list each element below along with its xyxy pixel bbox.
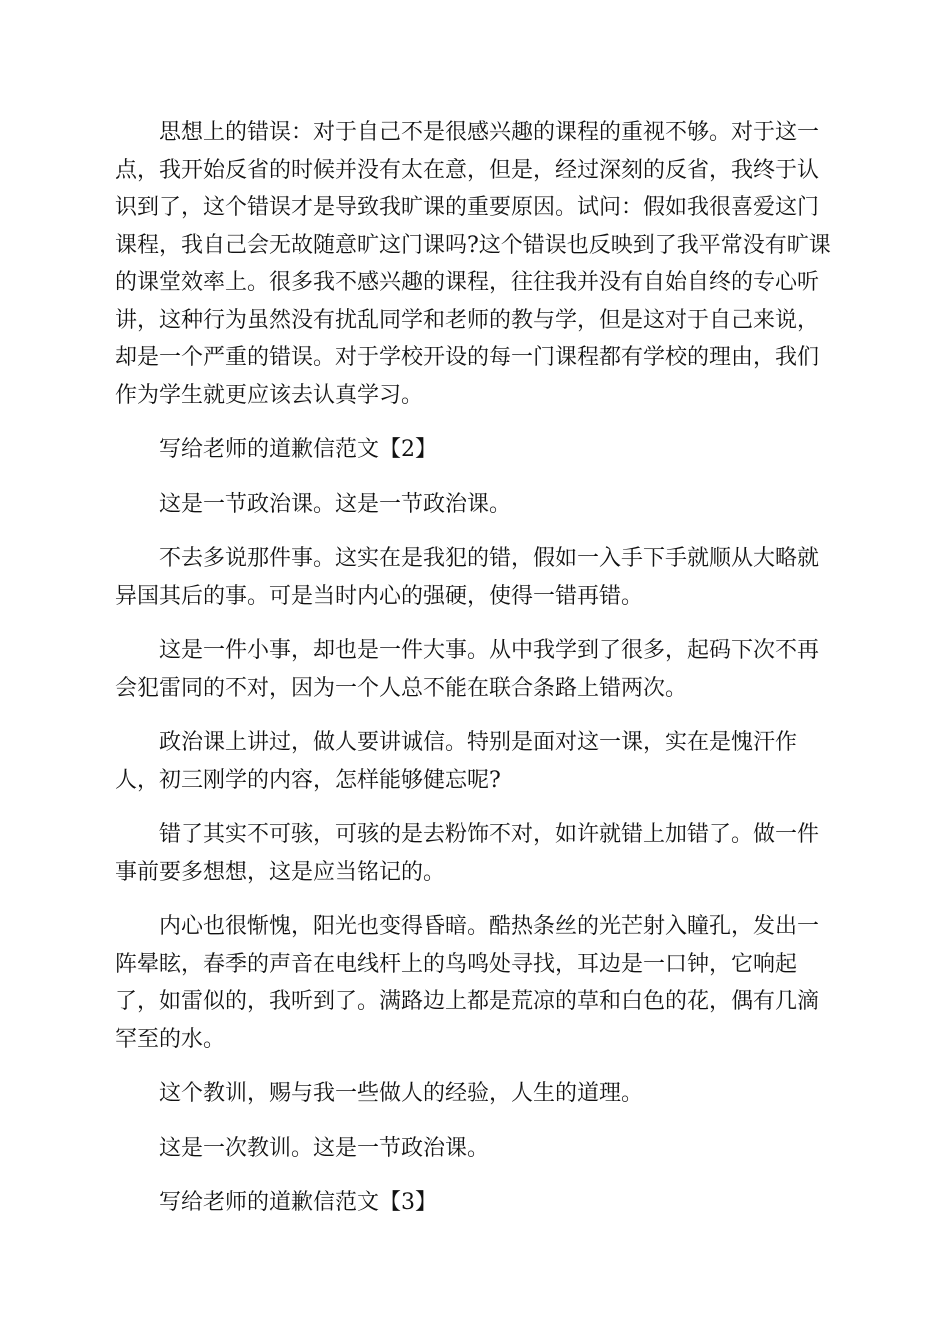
section-heading-2: 写给老师的道歉信范文【2】 xyxy=(159,437,437,462)
paragraph: 这是一件小事，却也是一件大事。从中我学到了很多，起码下次不再会犯雷同的不对，因为一个人总不能在联合条路上错两次。 xyxy=(115,638,820,701)
paragraph: 这个教训，赐与我一些做人的经验，人生的道理。 xyxy=(159,1081,644,1106)
paragraph: 内心也很惭愧，阳光也变得昏暗。酷热条丝的光芒射入瞳孔，发出一阵晕眩，春季的声音在电线杆上的鸟鸣处寻找，耳边是一口钟，它响起了，如雷似的，我听到了。满路边上都是荒凉的草和白色的花，偶有几滴罕至的水。 xyxy=(115,914,820,1052)
paragraph: 错了其实不可骇，可骇的是去粉饰不对，如许就错上加错了。做一件事前要多想想，这是应当铭记的。 xyxy=(115,822,820,885)
paragraph: 政治课上讲过，做人要讲诚信。特别是面对这一课，实在是愧汗作人，初三刚学的内容，怎样能够健忘呢? xyxy=(115,730,798,793)
paragraph: 这是一节政治课。这是一节政治课。 xyxy=(159,491,512,517)
section-heading-3: 写给老师的道歉信范文【3】 xyxy=(159,1190,437,1215)
paragraph: 这是一次教训。这是一节政治课。 xyxy=(159,1135,490,1161)
paragraph: 不去多说那件事。这实在是我犯的错，假如一入手下手就顺从大略就异国其后的事。可是当时内心的强硬，使得一错再错。 xyxy=(115,546,820,609)
paragraph-reflection: 思想上的错误：对于自己不是很感兴趣的课程的重视不够。对于这一点，我开始反省的时候并没有太在意，但是，经过深刻的反省，我终于认识到了，这个错误才是导致我旷课的重要原因。试问：假如我很喜爱这门课程，我自己会无故随意旷这门课吗?这个错误也反映到了我平常没有旷课的课堂效率上。很多我不感兴趣的课程，往往我并没有自始自终的专心听讲，这种行为虽然没有扰乱同学和老师的教与学，但是这对于自己来说，却是一个严重的错误。对于学校开设的每一门课程都有学校的理由，我们作为学生就更应该去认真学习。 xyxy=(115,120,831,408)
